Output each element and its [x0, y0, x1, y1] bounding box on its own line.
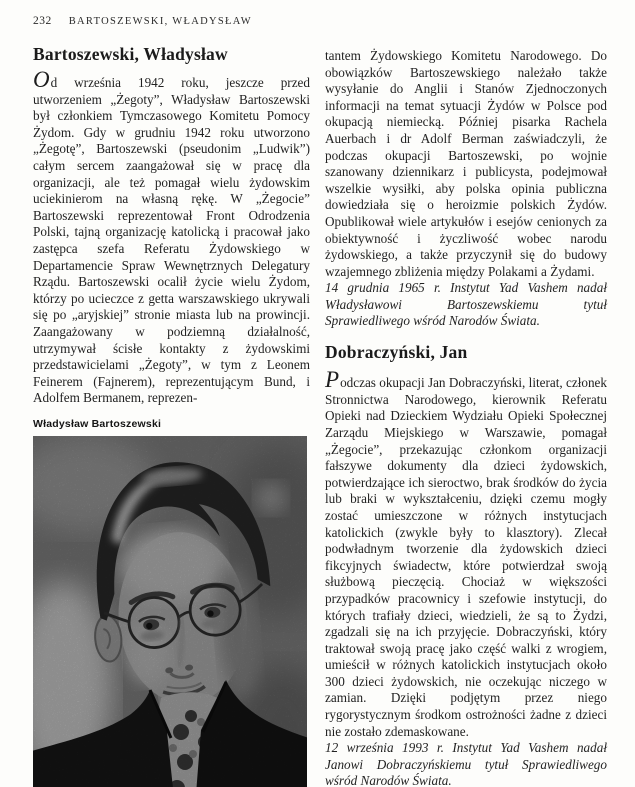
- page-number: 232: [33, 15, 52, 27]
- entry-heading-bartoszewski: Bartoszewski, Władysław: [33, 44, 228, 64]
- bartoszewski-credit: 14 grudnia 1965 r. Instytut Yad Vashem nadał Władysławowi Bartoszewskiemu tytuł Sprawiedliwego wśród Narodów Świata.: [325, 280, 607, 328]
- right-column: [325, 44, 607, 787]
- portrait-photo: [33, 436, 307, 787]
- drop-initial-p: P: [325, 367, 340, 393]
- running-head: [33, 15, 252, 27]
- dobraczynski-credit: 12 września 1993 r. Instytut Yad Vashem nadał Janowi Dobraczyńskiemu tytuł Sprawiedliwego wśród Narodów Świata.: [325, 740, 607, 787]
- drop-initial-o: O: [33, 67, 50, 92]
- bartoszewski-continuation: tantem Żydowskiego Komitetu Narodowego. Do obowiązków Bartoszewskiego należało także wysyłanie do Anglii i Stanów Zjednoczonych informacji na temat sytuacji Żydów w Polsce pod okupacją niemiecką. Później pisarka Rachela Auerbach i dr Adolf Berman zaświadczyli, że podczas okupacji Bartoszewski, po wojnie szanowany dziennikarz i publicysta, podejmował wszelkie wysiłki, aby polska opinia publiczna dowiedziała się o heroizmie polskich Żydów. Opublikował wiele artykułów i esejów cenionych za obiektywność i życzliwość wobec narodu żydowskiego, a także przyczynił się do budowy wzajemnego zbliżenia między Polakami a Żydami.: [325, 48, 607, 279]
- dobraczynski-paragraph: [325, 367, 608, 740]
- left-column: [33, 44, 310, 787]
- bartoszewski-paragraph: [33, 67, 310, 407]
- dobraczynski-paragraph-text: odczas okupacji Jan Dobraczyński, literat, członek Stronnictwa Narodowego, kierownik Referatu Opieki nad Dzieckiem Wydziału Opieki Społecznej Zarządu Miejskiego w Warszawie, pomagał „Żegocie”, przekazując członkom organizacji fałszywe dokumenty dla dzieci żydowskich, potwierdzające ich sieroctwo, brak środków do życia lub braki w wykształceniu, dzięki czemu mogły zostać umieszczone w różnych instytucjach katolickich (zwykle były to klasztory). Zlecał podwładnym tworzenie dla żydowskich dzieci fikcyjnych świadectw, które potwierdzał swoją służbową pieczęcią. Chociaż w większości przypadków pracownicy i szefowie instytucji, do których trafiały dzieci, wiedzieli, że są to Żydzi, zgadzali się na ich przyjęcie. Dobraczyński, który traktował swoją pracę jako część walki z wrogiem, umieścił w różnych katolickich instytucjach około 300 dzieci żydowskich, nie oczekując niczego w zamian. Dzięki podjętym przez niego rygorystycznym środkom ostrożności żadne z dzieci nie zostało zdemaskowane.: [325, 375, 608, 739]
- photo-caption: Władysław Bartoszewski: [33, 417, 162, 430]
- bartoszewski-paragraph-text: d września 1942 roku, jeszcze przed utworzeniem „Żegoty”, Władysław Bartoszewski był członkiem Tymczasowego Komitetu Pomocy Żydom. Gdy w grudniu 1942 roku utworzono „Żegotę”, Bartoszewski (pseudonim „Ludwik”) całym sercem zaangażował się w pracę dla organizacji, ale też pomagał wielu żydowskim uciekinierom na własną rękę. W „Żegocie” Bartoszewski reprezentował Front Odrodzenia Polski, tajną organizację katolicką i pracował jako zastępca szefa Referatu Żydowskiego w Departamencie Spraw Wewnętrznych Delegatury Rządu. Bartoszewski ocalił życie wielu Żydom, którzy po ucieczce z getta warszawskiego ukrywali się po „aryjskiej” stronie miasta lub na prowincji. Zaangażowany w podziemną działalność, utrzymywał ścisłe kontakty z żydowskimi przedstawicielami „Żegoty”, w tym z Leonem Feinerem (Fajnerem), reprezentującym Bund, i Adolfem Bermanem, reprezen-: [33, 75, 310, 406]
- running-title: BARTOSZEWSKI, WŁADYSŁAW: [68, 16, 252, 27]
- entry-heading-dobraczynski: Dobraczyński, Jan: [325, 342, 468, 363]
- film-grain-overlay: [33, 436, 307, 787]
